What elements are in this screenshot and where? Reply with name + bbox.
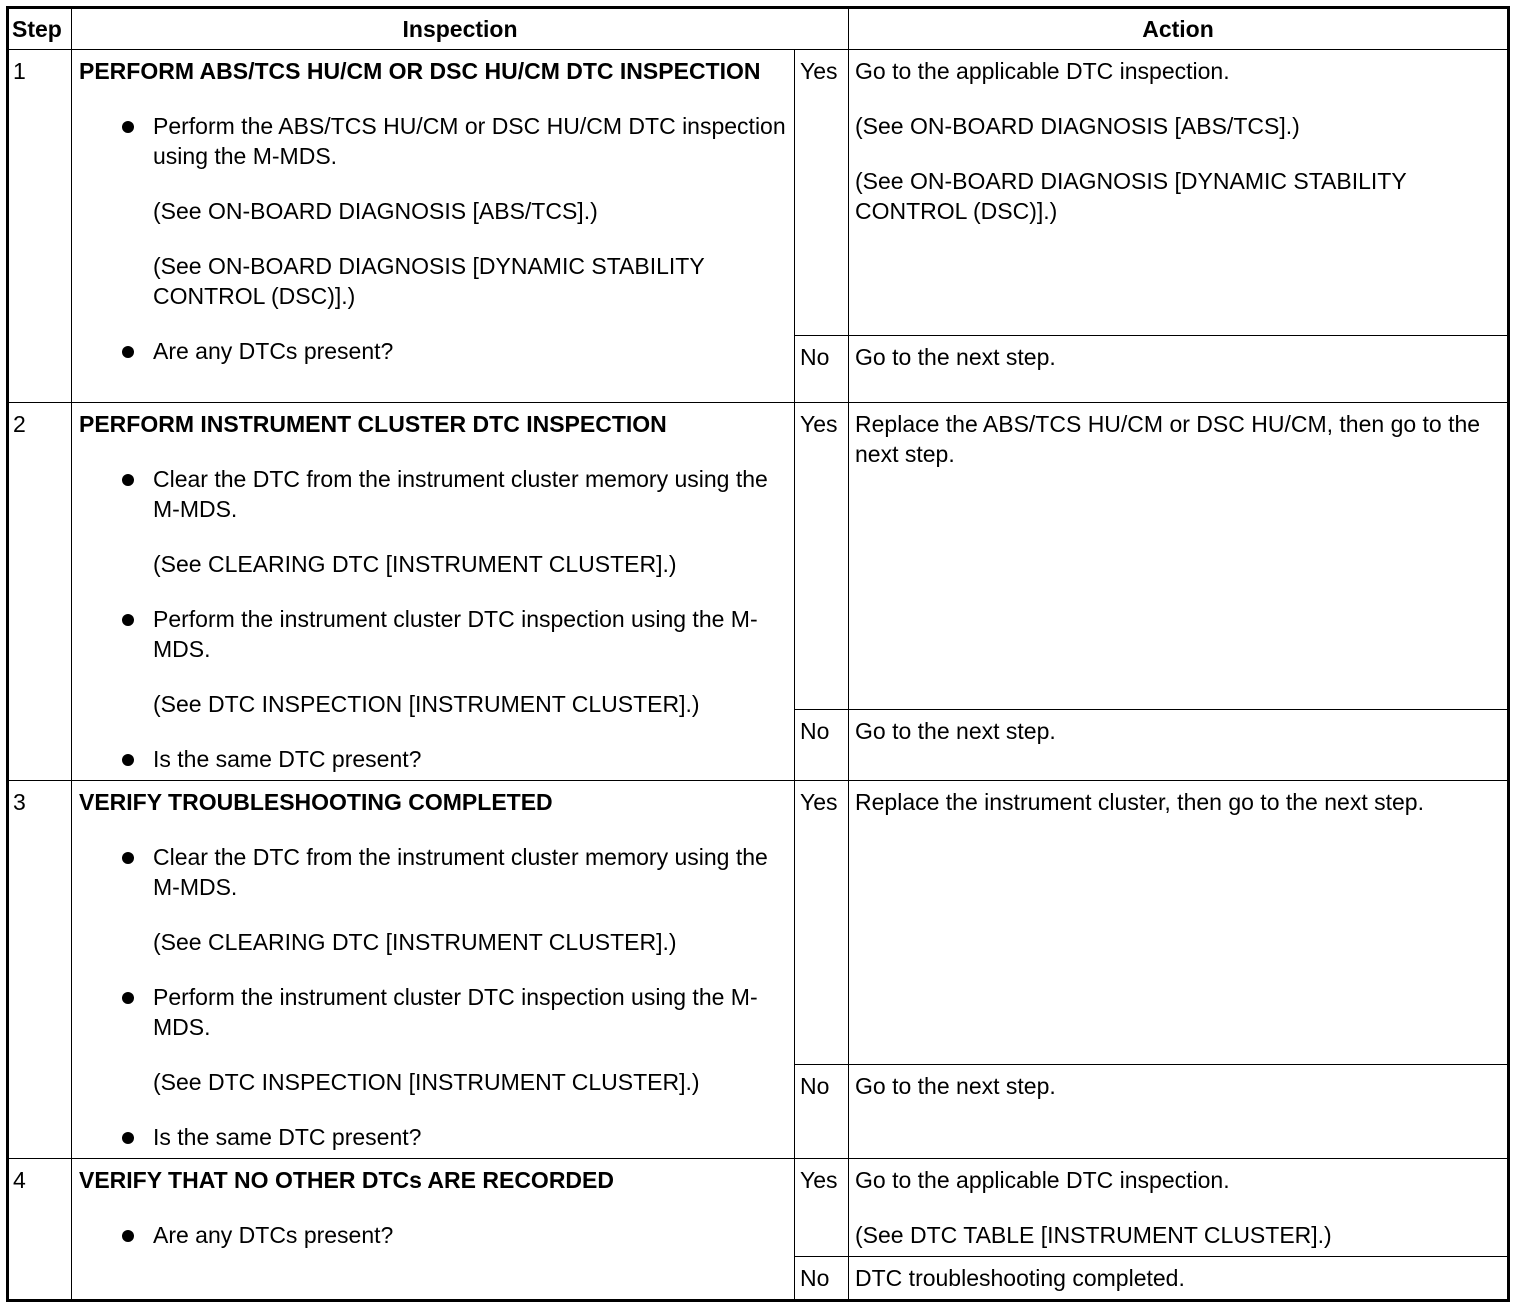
no-action: Go to the next step. [849, 1065, 1509, 1159]
bullet-icon [122, 754, 134, 766]
header-inspection: Inspection [72, 8, 849, 50]
action-text: Replace the instrument cluster, then go to the next step. [855, 789, 1424, 815]
yes-label: Yes [795, 781, 849, 1065]
header-step: Step [8, 8, 72, 50]
step-number: 1 [8, 50, 72, 403]
step-title: VERIFY TROUBLESHOOTING COMPLETED [79, 789, 553, 815]
header-row [8, 8, 1509, 50]
bullet-icon [122, 121, 134, 133]
step-4-yes-row [8, 1159, 1509, 1257]
reference-link[interactable]: (See DTC TABLE [INSTRUMENT CLUSTER].) [855, 1222, 1332, 1248]
reference-link[interactable]: (See DTC INSPECTION [INSTRUMENT CLUSTER].) [153, 691, 700, 717]
yes-label: Yes [795, 403, 849, 710]
no-action: Go to the next step. [849, 336, 1509, 403]
bullet-icon [122, 346, 134, 358]
header-action: Action [849, 8, 1509, 50]
step-3-inspection [72, 781, 795, 1159]
no-label: No [795, 336, 849, 403]
bullet-item: Perform the instrument cluster DTC inspection using the M-MDS. [79, 982, 786, 1042]
bullet-item: Clear the DTC from the instrument cluster memory using the M-MDS. [79, 842, 786, 902]
reference-link[interactable]: (See DTC INSPECTION [INSTRUMENT CLUSTER].) [153, 1069, 700, 1095]
no-label: No [795, 710, 849, 781]
reference-link[interactable]: (See CLEARING DTC [INSTRUMENT CLUSTER].) [153, 551, 677, 577]
step-2-inspection [72, 403, 795, 781]
bullet-icon [122, 614, 134, 626]
step-1-yes-row [8, 50, 1509, 336]
bullet-icon [122, 992, 134, 1004]
action-text: Go to the applicable DTC inspection. [855, 1167, 1230, 1193]
reference-link[interactable]: (See ON-BOARD DIAGNOSIS [DYNAMIC STABILITY CONTROL (DSC)].) [153, 253, 705, 309]
yes-label: Yes [795, 50, 849, 336]
yes-action [849, 1159, 1509, 1257]
yes-label: Yes [795, 1159, 849, 1257]
action-text: Go to the applicable DTC inspection. [855, 58, 1230, 84]
no-label: No [795, 1257, 849, 1301]
bullet-item: Perform the instrument cluster DTC inspection using the M-MDS. [79, 604, 786, 664]
dtc-troubleshooting-table [6, 6, 1510, 1302]
yes-action [849, 50, 1509, 336]
step-number: 4 [8, 1159, 72, 1301]
bullet-icon [122, 474, 134, 486]
bullet-icon [122, 1230, 134, 1242]
bullet-item: Are any DTCs present? [79, 1220, 786, 1250]
step-number: 2 [8, 403, 72, 781]
yes-action [849, 403, 1509, 710]
bullet-item: Is the same DTC present? [79, 1122, 786, 1152]
bullet-icon [122, 852, 134, 864]
no-action: DTC troubleshooting completed. [849, 1257, 1509, 1301]
bullet-item: Perform the ABS/TCS HU/CM or DSC HU/CM DTC inspection using the M-MDS. [79, 111, 786, 171]
reference-link[interactable]: (See ON-BOARD DIAGNOSIS [ABS/TCS].) [855, 113, 1300, 139]
bullet-item: Is the same DTC present? [79, 744, 786, 774]
reference-link[interactable]: (See ON-BOARD DIAGNOSIS [DYNAMIC STABILITY CONTROL (DSC)].) [855, 168, 1407, 224]
bullet-item: Clear the DTC from the instrument cluster memory using the M-MDS. [79, 464, 786, 524]
step-4-inspection [72, 1159, 795, 1301]
no-action: Go to the next step. [849, 710, 1509, 781]
step-title: VERIFY THAT NO OTHER DTCs ARE RECORDED [79, 1167, 614, 1193]
no-label: No [795, 1065, 849, 1159]
step-2-yes-row [8, 403, 1509, 710]
yes-action [849, 781, 1509, 1065]
step-number: 3 [8, 781, 72, 1159]
action-text: Replace the ABS/TCS HU/CM or DSC HU/CM, then go to the next step. [855, 411, 1481, 467]
step-3-yes-row [8, 781, 1509, 1065]
bullet-item: Are any DTCs present? [79, 336, 786, 366]
reference-link[interactable]: (See CLEARING DTC [INSTRUMENT CLUSTER].) [153, 929, 677, 955]
step-title: PERFORM INSTRUMENT CLUSTER DTC INSPECTION [79, 411, 667, 437]
step-1-inspection [72, 50, 795, 403]
reference-link[interactable]: (See ON-BOARD DIAGNOSIS [ABS/TCS].) [153, 198, 598, 224]
step-title: PERFORM ABS/TCS HU/CM OR DSC HU/CM DTC INSPECTION [79, 58, 761, 84]
bullet-icon [122, 1132, 134, 1144]
